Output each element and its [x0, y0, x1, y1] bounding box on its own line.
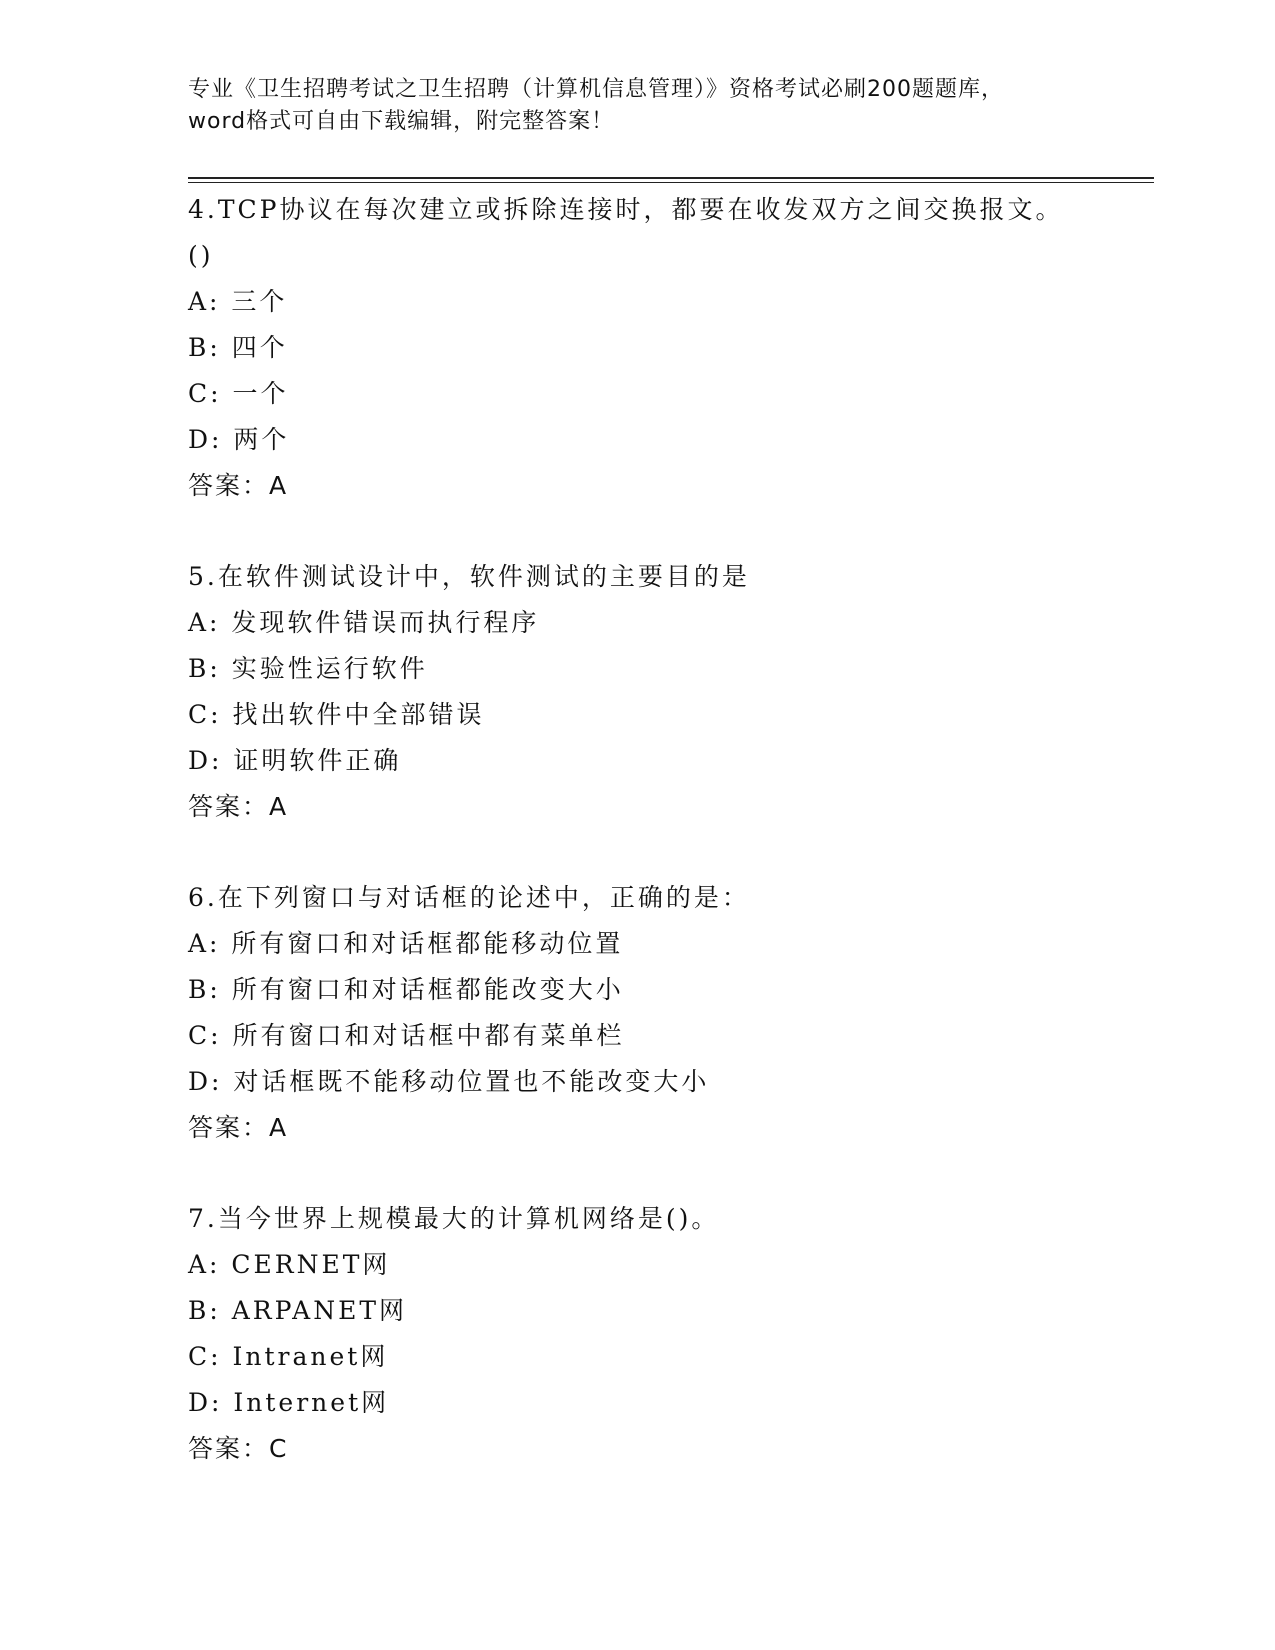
- option-b: B: 四个: [188, 333, 288, 362]
- option-c: C: 所有窗口和对话框中都有菜单栏: [188, 1021, 625, 1050]
- option-d: D: 两个: [188, 425, 290, 454]
- question-4: [188, 187, 1154, 509]
- answer-label: 答案：A: [188, 1113, 289, 1142]
- option-a: A: 发现软件错误而执行程序: [188, 608, 540, 637]
- option-b: B: 实验性运行软件: [188, 654, 428, 683]
- option-a: A: CERNET网: [188, 1250, 391, 1279]
- option-c: C: 一个: [188, 379, 289, 408]
- question-stem: 5.在软件测试设计中，软件测试的主要目的是: [188, 562, 750, 591]
- option-d: D: Internet网: [188, 1388, 390, 1417]
- document-header: [188, 74, 1088, 138]
- option-b: B: 所有窗口和对话框都能改变大小: [188, 975, 624, 1004]
- option-d: D: 证明软件正确: [188, 746, 402, 775]
- header-divider-thick: [188, 177, 1154, 179]
- option-b: B: ARPANET网: [188, 1296, 407, 1325]
- header-line-2: word格式可自由下载编辑，附完整答案！: [188, 109, 615, 134]
- question-list: [188, 187, 1154, 1472]
- question-6: [188, 875, 1154, 1151]
- option-c: C: 找出软件中全部错误: [188, 700, 485, 729]
- answer-label: 答案：A: [188, 792, 289, 821]
- option-a: A: 三个: [188, 287, 288, 316]
- answer-label: 答案：C: [188, 1434, 289, 1463]
- question-stem: 4.TCP协议在每次建立或拆除连接时，都要在收发双方之间交换报文。: [188, 195, 1064, 224]
- question-stem: 7.当今世界上规模最大的计算机网络是()。: [188, 1204, 720, 1233]
- option-a: A: 所有窗口和对话框都能移动位置: [188, 929, 624, 958]
- header-line-1: 专业《卫生招聘考试之卫生招聘（计算机信息管理）》资格考试必刷200题题库，: [188, 77, 1004, 102]
- question-stem-continuation: (): [188, 241, 214, 270]
- option-d: D: 对话框既不能移动位置也不能改变大小: [188, 1067, 710, 1096]
- question-stem: 6.在下列窗口与对话框的论述中，正确的是：: [188, 883, 750, 912]
- question-5: [188, 554, 1154, 830]
- option-c: C: Intranet网: [188, 1342, 389, 1371]
- question-7: [188, 1196, 1154, 1472]
- answer-label: 答案：A: [188, 471, 289, 500]
- header-divider-thin: [188, 182, 1154, 183]
